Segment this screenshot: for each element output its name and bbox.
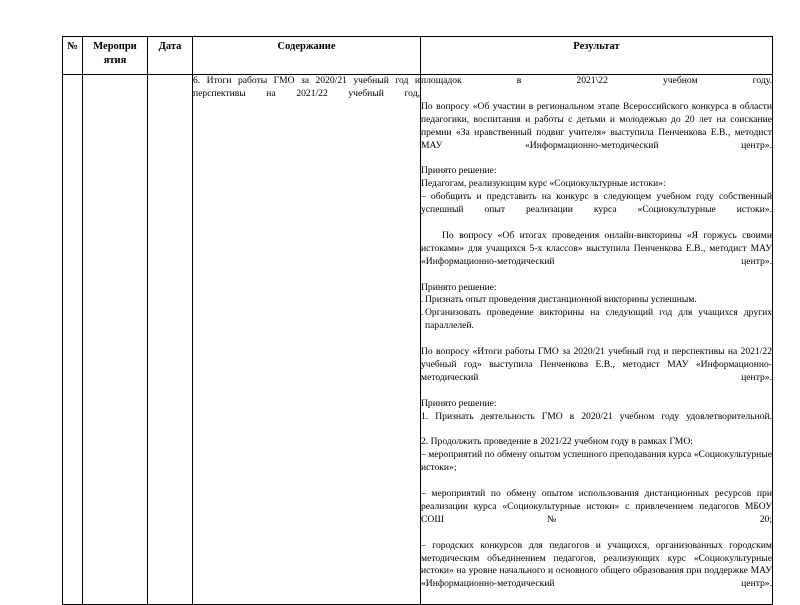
result-paragraph-14: – мероприятий по обмену опытом успешного преподавания курса «Социокультурные истоки»; xyxy=(421,449,772,474)
result-paragraph-15: – мероприятий по обмену опытом использования дистанционных ресурсов при реализации курса «Социокультурные истоки» с привлечением педагогов МБОУ СОШ № 20; xyxy=(421,488,772,525)
cell-result xyxy=(421,75,773,605)
table-body xyxy=(63,75,773,605)
result-paragraph-2: По вопросу «Об участии в региональном этапе Всероссийского конкурса в области педагогики, воспитания и работы с детьми и молодежью до 20 лет на соискание премии «За нравственный подвиг учителя» выступила Пенченкова Е.В., методист МАУ «Информационно-методический центр». xyxy=(421,100,772,151)
column-header-result-label: Результат xyxy=(573,41,620,52)
cell-content xyxy=(193,75,421,605)
result-paragraph-16: – городских конкурсов для педагогов и учащихся, организованных городским методическим объединением педагогов, реализующих курс «Социокультурные истоки» на уровне начального и основного общего образования при поддержке МАУ «Информационно-методический центр». xyxy=(421,539,772,590)
result-paragraph-9: . Организовать проведение викторины на следующий год для учащихся других параллелей. xyxy=(425,307,772,346)
column-header-date xyxy=(148,37,193,75)
cell-date xyxy=(148,75,193,605)
result-paragraph-5: – обобщить и представить на конкурс в следующем учебном году собственный успешный опыт реализации курса «Социокультурные истоки». xyxy=(421,191,772,216)
result-paragraph-4: Педагогам, реализующим курс «Социокультурные истоки»: xyxy=(421,178,666,190)
column-header-content-label: Содержание xyxy=(277,41,336,52)
result-paragraph-3: Принято решение: xyxy=(421,165,497,177)
result-paragraph-13: 2. Продолжить проведение в 2021/22 учебном году в рамках ГМО: xyxy=(421,436,693,448)
result-paragraph-6: По вопросу «Об итогах проведения онлайн-викторины «Я горжусь своими истоками» для учащихся 5-х классов» выступила Пенченкова Е.В., методист МАУ «Информационно-методический центр». xyxy=(421,229,772,267)
column-header-date-label: Дата xyxy=(158,41,182,52)
table-header-row xyxy=(63,37,773,75)
result-paragraph-12: 1. Признать деятельность ГМО в 2020/21 учебном году удовлетворительной. xyxy=(421,410,772,422)
column-header-number xyxy=(63,37,83,75)
table-header xyxy=(63,37,773,75)
cell-number xyxy=(63,75,83,605)
column-header-content xyxy=(193,37,421,75)
result-paragraph-7: Принято решение: xyxy=(421,281,497,293)
result-paragraph-10: По вопросу «Итоги работы ГМО за 2020/21 учебный год и перспективы на 2021/22 учебный год» выступила Пенченкова Е.В., методист МАУ «Информационно-методический центр». xyxy=(421,346,772,383)
cell-event xyxy=(83,75,148,605)
result-paragraph-1: площадок в 2021\22 учебном году. xyxy=(421,75,772,86)
content-paragraph: 6. Итоги работы ГМО за 2020/21 учебный год и перспективы на 2021/22 учебный год, xyxy=(193,75,420,99)
column-header-event-label-line2: ятия xyxy=(103,55,127,66)
result-paragraph-8: . Признать опыт проведения дистанционной викторины успешным. xyxy=(425,294,772,307)
table-row xyxy=(63,75,773,605)
column-header-number-label: № xyxy=(67,41,78,52)
result-paragraph-11: Принято решение: xyxy=(421,397,497,409)
protocol-table xyxy=(62,36,773,605)
column-header-event xyxy=(83,37,148,75)
column-header-result xyxy=(421,37,773,75)
column-header-event-label: Меропри xyxy=(93,41,137,52)
